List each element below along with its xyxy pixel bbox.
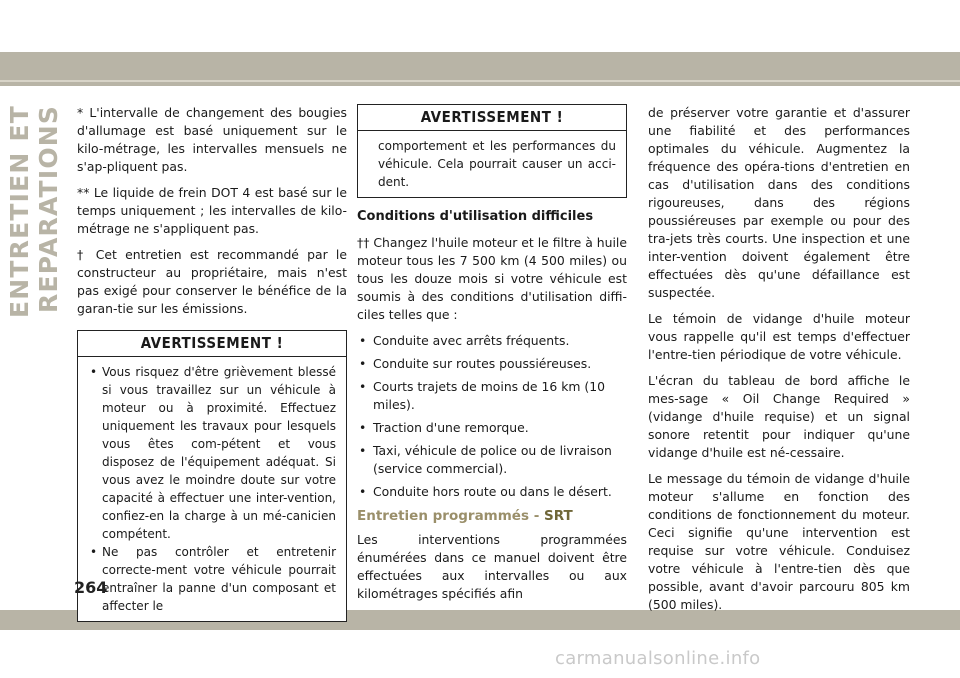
column-left (77, 104, 347, 622)
warning-box (77, 330, 347, 622)
footnote-spark-plugs: * L'intervalle de changement des bougies d'allumage est basé uniquement sur le kilo-métrage, les intervalles mensuels ne s'ap-pliquent pas. (77, 105, 347, 174)
watermark: carmanualsonline.info (555, 648, 761, 669)
warning-item: • Vous risquez d'être grièvement blessé si vous travaillez sur un véhicule à moteur ou à proximité. Effectuez uniquement les travaux pour lesquels vous êtes com-pétent et vous disposez de l'équipement adéquat. Si vous avez le moindre doute sur votre capacité à effectuer une inter-vention, confiez-en la charge à un mé-canicien compétent. (90, 363, 336, 543)
warning-text: comportement et les performances du véhicule. Cela pourrait causer un acci-dent. (378, 139, 616, 189)
heading-difficult-conditions: Conditions d'utilisation difficiles (357, 209, 594, 224)
page-number: 264 (74, 578, 108, 597)
heading-srt-prefix: Entretien programmés - (357, 508, 545, 524)
paragraph-srt-intro: Les interventions programmées énumérées dans ce manuel doivent être effectuées aux intervalles ou aux kilométrages spécifiés afin (357, 532, 627, 601)
column-right (648, 104, 910, 622)
top-decorative-band (0, 52, 960, 86)
paragraph-oil-indicator: Le témoin de vidange d'huile moteur vous rappelle qu'il est temps d'effectuer l'entre-tien périodique de votre véhicule. (648, 311, 910, 362)
footnote-brake-fluid: ** Le liquide de frein DOT 4 est basé sur le temps uniquement ; les intervalles de kilo-métrage ne s'appliquent pas. (77, 185, 347, 236)
conditions-list (357, 332, 627, 501)
warning-list (90, 363, 336, 615)
warning-item: • Ne pas contrôler et entretenir correcte-ment votre véhicule pourrait entraîner la panne d'un composant et affecter le (90, 543, 336, 615)
paragraph-dashboard-message: L'écran du tableau de bord affiche le mes-sage « Oil Change Required » (vidange d'huile requise) et un signal sonore retentit pour indiquer qu'une vidange d'huile est né-cessaire. (648, 373, 910, 460)
list-item: • Conduite sur routes poussiéreuses. (357, 355, 627, 373)
list-item: • Conduite hors route ou dans le désert. (357, 483, 627, 501)
list-item: • Traction d'une remorque. (357, 419, 627, 437)
heading-srt-maintenance (357, 507, 627, 525)
paragraph-oil-change: †† Changez l'huile moteur et le filtre à huile moteur tous les 7 500 km (4 500 miles) ou tous les douze mois si votre véhicule est soumis à des conditions d'utilisation diffi-ciles telles que : (357, 235, 627, 322)
heading-srt-suffix: SRT (544, 508, 573, 524)
paragraph-warranty: de préserver votre garantie et d'assurer une fiabilité et des performances optimales du véhicule. Augmentez la fréquence des opéra-tions d'entretien en cas d'utilisation dans des conditions rigoureuses, dans des régions poussiéreuses par exemple ou pour des tra-jets très courts. Une inspection et une inter-vention doivent également être effectuées dès qu'une défaillance est suspectée. (648, 105, 910, 300)
list-item: • Conduite avec arrêts fréquents. (357, 332, 627, 350)
warning-title: AVERTISSEMENT ! (78, 331, 346, 357)
list-item: • Courts trajets de moins de 16 km (10 miles). (357, 378, 627, 414)
list-item: • Taxi, véhicule de police ou de livraison (service commercial). (357, 442, 627, 478)
warning-box-continued (357, 104, 627, 198)
footnote-recommended: † Cet entretien est recommandé par le constructeur au propriétaire, mais n'est pas exigé pour conserver le bénéfice de la garan-tie sur les émissions. (77, 247, 347, 316)
section-side-title: ENTRETIEN ET REPARATIONS (5, 105, 63, 318)
paragraph-indicator-conditions: Le message du témoin de vidange d'huile moteur s'allume en fonction des conditions de fonctionnement du moteur. Ceci signifie qu'une intervention est requise sur votre véhicule. Conduisez votre véhicule à l'entre-tien dès que possible, avant d'avoir parcouru 805 km (500 miles). (648, 471, 910, 612)
column-middle (357, 104, 627, 611)
warning-title: AVERTISSEMENT ! (358, 105, 626, 131)
